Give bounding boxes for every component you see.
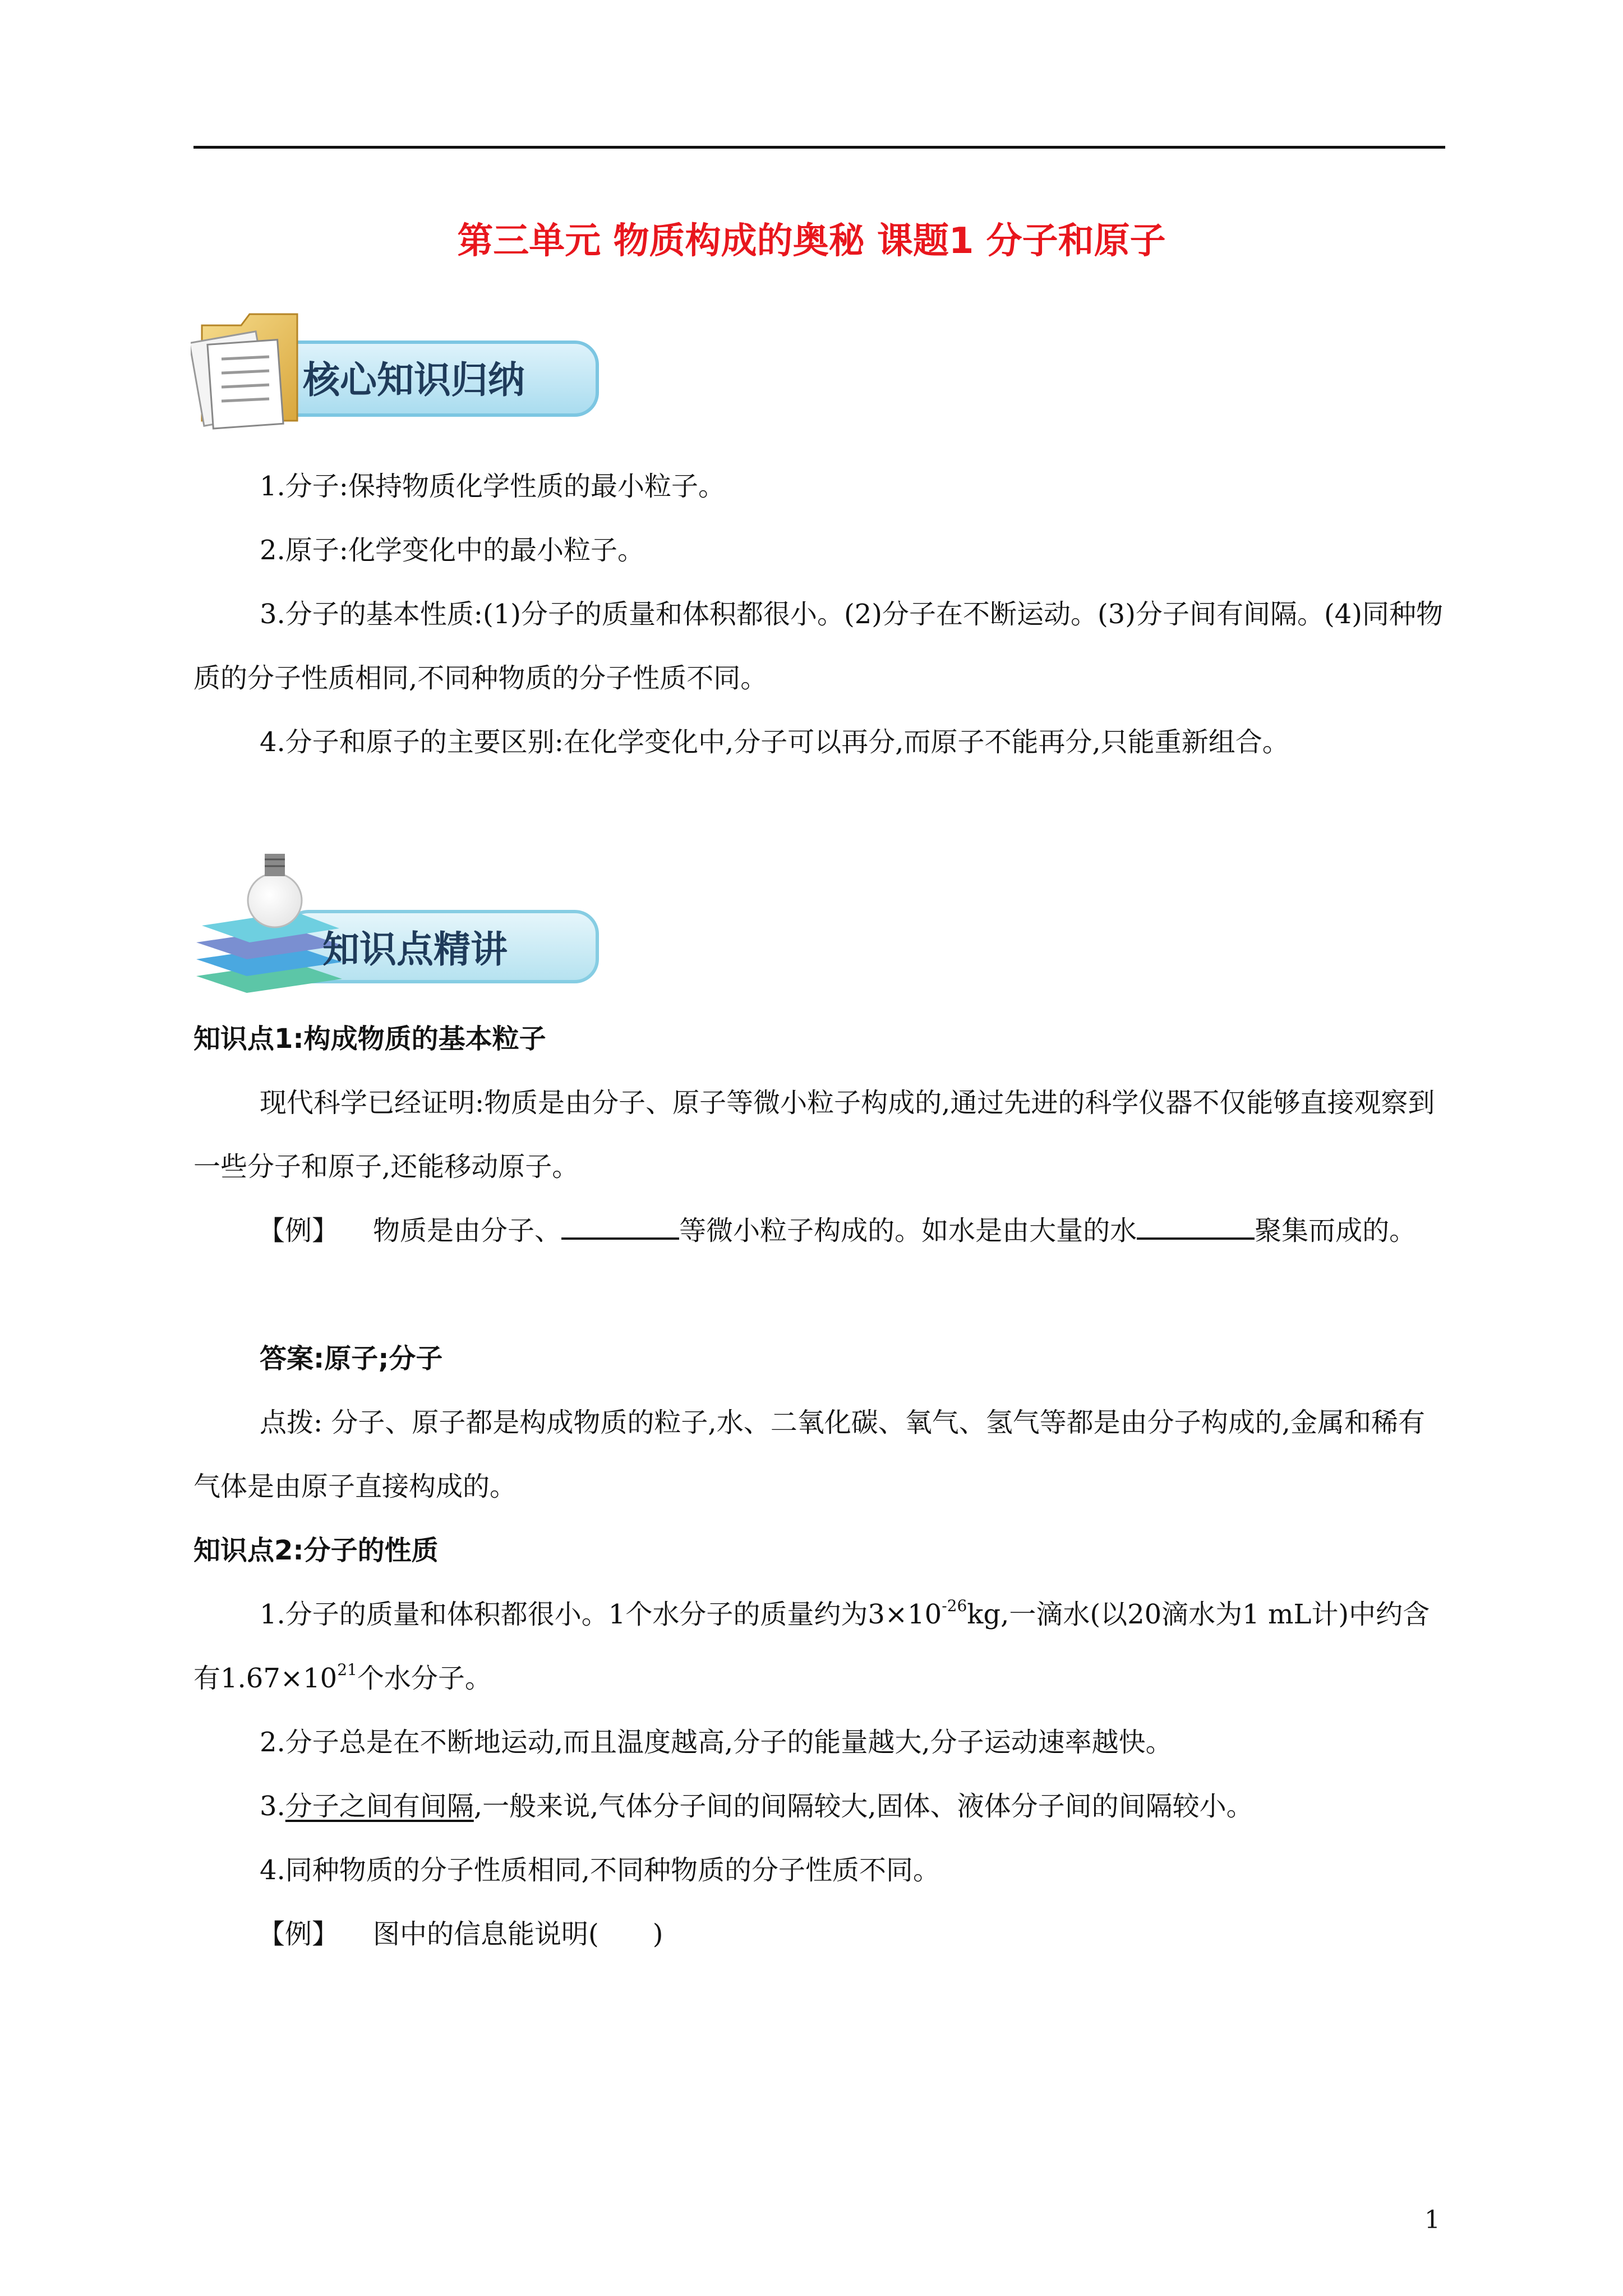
summary-item-2: 2.原子:化学变化中的最小粒子。 — [260, 535, 644, 566]
kp1-heading: 知识点1:构成物质的基本粒子 — [193, 1023, 546, 1055]
kp1-example: 【例】 物质是由分子、 等微小粒子构成的。如水是由大量的水 聚集而成的。 — [258, 1215, 1417, 1246]
kp2-item-2: 2.分子总是在不断地运动,而且温度越高,分子的能量越大,分子运动速率越快。 — [260, 1727, 1173, 1758]
core-knowledge-banner — [191, 303, 606, 438]
underlined-phrase: 分子之间有间隔 — [285, 1791, 474, 1822]
kp2-item-3: 3.分子之间有间隔,一般来说,气体分子间的间隔较大,固体、液体分子间的间隔较小。 — [260, 1791, 1253, 1822]
summary-item-1: 1.分子:保持物质化学性质的最小粒子。 — [260, 471, 725, 502]
kp1-hint: 点拨: 分子、原子都是构成物质的粒子,水、二氧化碳、氧气、氢气等都是由分子构成的,金属和稀有气体是由原子直接构成的。 — [193, 1407, 1425, 1502]
answer-blank-2 — [1137, 1215, 1255, 1240]
folder-icon — [191, 314, 297, 429]
summary-item-3: 3.分子的基本性质:(1)分子的质量和体积都很小。(2)分子在不断运动。(3)分子间有间隔。(4)同种物质的分子性质相同,不同种物质的分子性质不同。 — [193, 599, 1443, 694]
kp2-item-4: 4.同种物质的分子性质相同,不同种物质的分子性质不同。 — [260, 1855, 940, 1886]
books-bulb-icon — [196, 854, 342, 993]
example-tag: 【例】 — [258, 1215, 339, 1246]
knowledge-points-banner — [191, 841, 606, 1004]
kp1-text: 现代科学已经证明:物质是由分子、原子等微小粒子构成的,通过先进的科学仪器不仅能够直接观察到一些分子和原子,还能移动原子。 — [193, 1087, 1435, 1182]
kp2-heading: 知识点2:分子的性质 — [193, 1535, 439, 1566]
page-number: 1 — [1424, 2206, 1440, 2234]
kp2-item-1: 1.分子的质量和体积都很小。1个水分子的质量约为$3\times 10^{-26}kg$,一滴水(以20滴水为1 mL计)中约含有$1.67\times 10^{21}$个水分子。 — [193, 1596, 1430, 1694]
summary-item-4: 4.分子和原子的主要区别:在化学变化中,分子可以再分,而原子不能再分,只能重新组合。 — [260, 726, 1289, 758]
core-knowledge-label: 核心知识归纳 — [303, 358, 525, 402]
kp1-answer: 答案:原子;分子 — [260, 1343, 443, 1374]
header-rule — [193, 146, 1445, 149]
knowledge-points-label: 知识点精讲 — [322, 928, 508, 971]
answer-blank-1 — [561, 1215, 679, 1240]
page-title: 第三单元 物质构成的奥秘 课题1 分子和原子 — [457, 220, 1166, 262]
kp2-example: 【例】 图中的信息能说明( ) — [258, 1918, 663, 1950]
example-tag: 【例】 — [258, 1918, 339, 1950]
